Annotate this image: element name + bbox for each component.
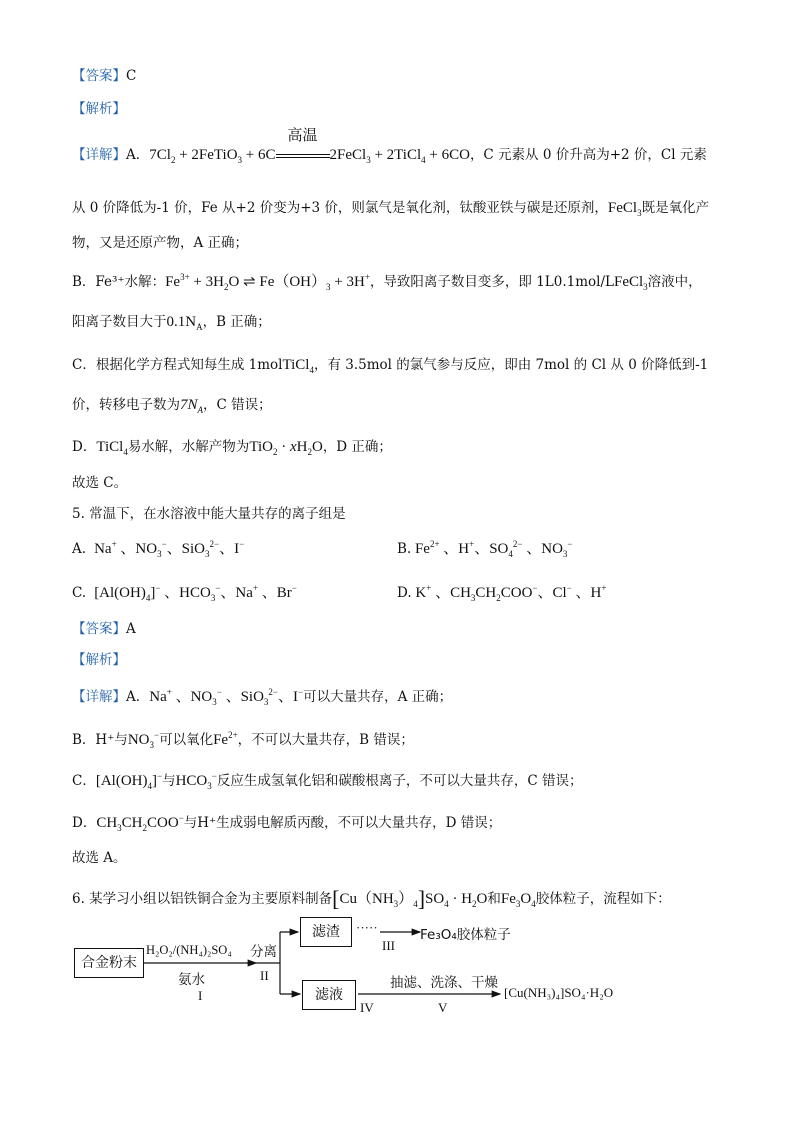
- q4-conclusion: 故选 C。: [72, 475, 128, 491]
- q4-detail-line2: 从 0 价降低为-1 价，Fe 从+2 价变为+3 价，则氯气是氧化剂，钛酸亚铁与碳是还原剂，FeCl$_3$既是氧化产: [72, 200, 710, 218]
- q5-conclusion: 故选 A。: [72, 850, 127, 866]
- q5-detail-d: D．$CH_3CH_2COO^-$与H⁺生成弱电解质丙酸，不可以大量共存，D 错误；: [72, 813, 502, 833]
- operations-label: 抽滤、洗涤、干燥: [390, 975, 498, 991]
- q4-detail-line3: 物，又是还原产物，A 正确；: [72, 235, 249, 251]
- step-5: V: [438, 1000, 448, 1015]
- q5-detail-c: C．$[Al(OH)_4]^-$与$HCO_3^-$反应生成氢氧化铝和碳酸根离子，不可以大量共存，C 错误；: [72, 771, 583, 791]
- q4-detail-b2: 阳离子数目大于$0.1N_A$，B 正确；: [72, 314, 271, 332]
- q4-detail-d: D．TiCl$_4$易水解，水解产物为$TiO_2 \cdot xH_2O$，D 正确；: [72, 439, 392, 457]
- dots: ·····: [356, 920, 378, 935]
- q4-detail-c2: 价，转移电子数为$7N_A$，C 错误；: [72, 397, 272, 415]
- option-a-ions: Na+ 、$NO_3^-$、SiO$_3^{2-}$、I−: [90, 539, 245, 559]
- condition-arrow: 高温: [276, 146, 330, 164]
- q5-options-row1: [72, 540, 734, 558]
- q4-detail-line1: 【详解】A．$7Cl_2$ + 2FeTiO$_3$ + 6C 高温 2FeCl$_3$ + 2TiCl$_4$ + 6CO，C 元素从 0 价升高为+2 价，Cl 元素: [72, 126, 707, 165]
- reagent-bottom: 氨水: [178, 972, 205, 988]
- q5-stem: 5. 常温下，在水溶液中能大量共存的离子组是: [72, 506, 346, 522]
- q5-analysis-tag: 【解析】: [72, 652, 126, 668]
- q4-analysis-tag: 【解析】: [72, 101, 126, 117]
- answer-tag: 【答案】: [72, 68, 126, 84]
- q5-answer-line: 【答案】A: [72, 621, 136, 637]
- option-c-ions: $[Al(OH)_4]^-$ 、$HCO_3^-$、Na+ 、Br−: [90, 583, 297, 603]
- box-residue: 滤渣: [300, 917, 352, 947]
- q6-stem: 6. 某学习小组以铝铁铜合金为主要原料制备$[Cu(NH_3)_4]SO_4 \cdot H_2O$和$Fe_3O_4$胶体粒子，流程如下：: [72, 886, 671, 911]
- reaction-equation: $7Cl_2$ + 2FeTiO$_3$ + 6C 高温 2FeCl$_3$ + 2TiCl$_4$ + 6CO: [149, 126, 470, 165]
- q5-detail-a: 【详解】A．Na+ 、$NO_3^-$ 、SiO$_3^{2-}$、I−可以大量共存，A 正确；: [72, 687, 453, 707]
- box-alloy-powder: 合金粉末: [74, 948, 144, 978]
- answer-value: C: [126, 68, 137, 84]
- option-a-label: A.: [72, 541, 87, 557]
- q4-answer-line: [72, 68, 734, 84]
- step-2: II: [260, 968, 269, 983]
- q5-options-row2: [72, 584, 734, 602]
- product-fe3o4: Fe₃O₄胶体粒子: [420, 927, 511, 943]
- hydrolysis-equation: $Fe^{3+} + 3H_2O$ ⇌ $Fe(OH)_3 + 3H^+$: [165, 272, 370, 292]
- q4-detail-b: B．Fe³⁺水解：$Fe^{3+} + 3H_2O$ ⇌ $Fe(OH)_3 + 3H^+$，导致阳离子数目变多，即 1L0.1mol/LFeCl$_3$溶液中，: [72, 272, 702, 292]
- step-3: III: [382, 938, 395, 953]
- product-complex: [Cu(NH₃)₄]SO₄·H₂O: [504, 985, 614, 1000]
- box-filtrate: 滤液: [302, 980, 356, 1010]
- option-c-label: C.: [72, 585, 87, 601]
- option-d: D. K+ 、$CH_3CH_2COO^-$、Cl− 、H+: [397, 583, 607, 603]
- step-1: I: [198, 988, 203, 1003]
- q5-detail-b: B．H⁺与$NO_3^-$可以氧化$Fe^{2+}$，不可以大量共存，B 错误；: [72, 730, 414, 750]
- process-flowchart: [70, 910, 640, 1020]
- option-b: B. $Fe^{2+}$ 、H+、$SO_4^{2-}$ 、$NO_3^-$: [397, 539, 573, 559]
- q4-detail-c: C．根据化学方程式知每生成 1molTiCl$_4$，有 3.5mol 的氯气参与反应，即由 7mol 的 Cl 从 0 价降低到-1: [72, 357, 709, 375]
- separate-label: 分离: [250, 944, 277, 960]
- reagent-top: H₂O₂/(NH₄)₂SO₄: [146, 943, 232, 957]
- step-4: IV: [360, 1000, 374, 1015]
